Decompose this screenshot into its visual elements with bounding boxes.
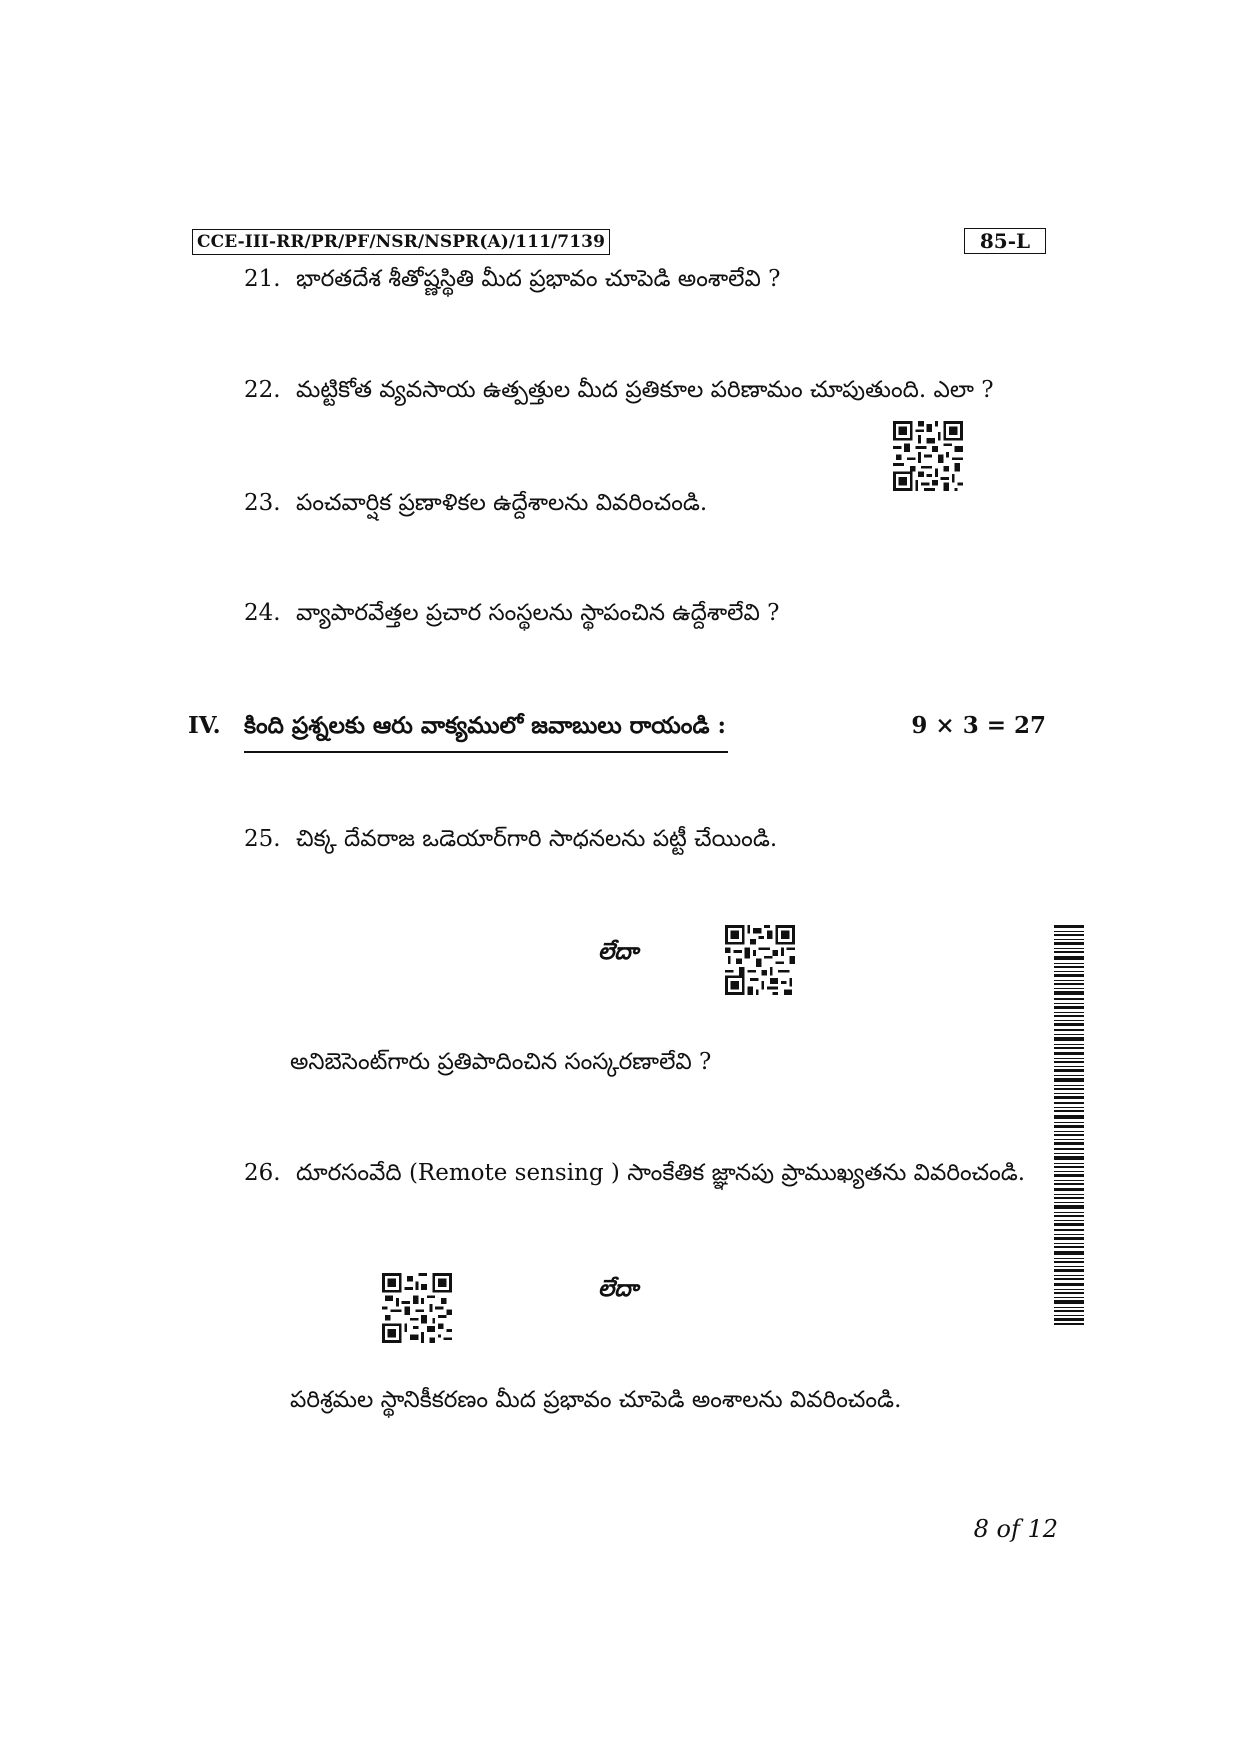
- barcode-icon: [1054, 925, 1084, 1325]
- question-number: 23.: [244, 490, 281, 516]
- question-text: మట్టికోత వ్యవసాయ ఉత్పత్తుల మీద ప్రతికూల పరిణామం చూపుతుంది. ఎలా ?: [296, 377, 994, 403]
- qr-code-icon: [382, 1273, 452, 1343]
- question-25-alternative: అనిబెసెంట్‌గారు ప్రతిపాదించిన సంస్కరణాలేవి ?: [290, 1049, 712, 1075]
- page-number: 8 of 12: [973, 1515, 1058, 1543]
- question-number: 26.: [244, 1160, 281, 1186]
- question-26: [244, 1160, 1025, 1192]
- section-underline: [244, 751, 728, 753]
- question-25: [244, 826, 777, 858]
- question-text: వ్యాపారవేత్తల ప్రచార సంస్థలను స్థాపంచిన ఉద్దేశాలేవి ?: [296, 600, 780, 626]
- question-number: 25.: [244, 826, 281, 852]
- section-marks: 9 × 3 = 27: [911, 712, 1046, 739]
- qr-code-icon: [893, 421, 963, 491]
- section-title: కింది ప్రశ్నలకు ఆరు వాక్యములో జవాబులు రాయండి :: [244, 712, 726, 739]
- question-24: [244, 600, 779, 632]
- paper-code: 85-L: [964, 228, 1046, 254]
- question-21: [244, 266, 780, 298]
- question-26-alternative: పరిశ్రమల స్థానికీకరణం మీద ప్రభావం చూపెడి అంశాలను వివరించండి.: [290, 1387, 902, 1413]
- question-text: భారతదేశ శీతోష్ణస్థితి మీద ప్రభావం చూపెడి అంశాలేవి ?: [296, 266, 781, 292]
- exam-code: CCE-III-RR/PR/PF/NSR/NSPR(A)/111/7139: [192, 229, 610, 255]
- or-label: లేదా: [598, 938, 639, 965]
- question-22: [244, 377, 994, 409]
- question-number: 24.: [244, 600, 281, 626]
- or-label: లేదా: [598, 1275, 639, 1302]
- question-text: చిక్క దేవరాజ ఒడెయార్‌గారి సాధనలను పట్టీ చేయిండి.: [296, 826, 778, 852]
- question-23: [244, 490, 707, 522]
- qr-code-icon: [725, 925, 795, 995]
- question-text: దూరసంవేది (Remote sensing ) సాంకేతిక జ్ఞానపు ప్రాముఖ్యతను వివరించండి.: [296, 1160, 1026, 1186]
- section-number: IV.: [188, 712, 221, 739]
- question-number: 22.: [244, 377, 281, 403]
- question-text: పంచవార్షిక ప్రణాళికల ఉద్దేశాలను వివరించండి.: [296, 490, 708, 516]
- question-number: 21.: [244, 266, 281, 292]
